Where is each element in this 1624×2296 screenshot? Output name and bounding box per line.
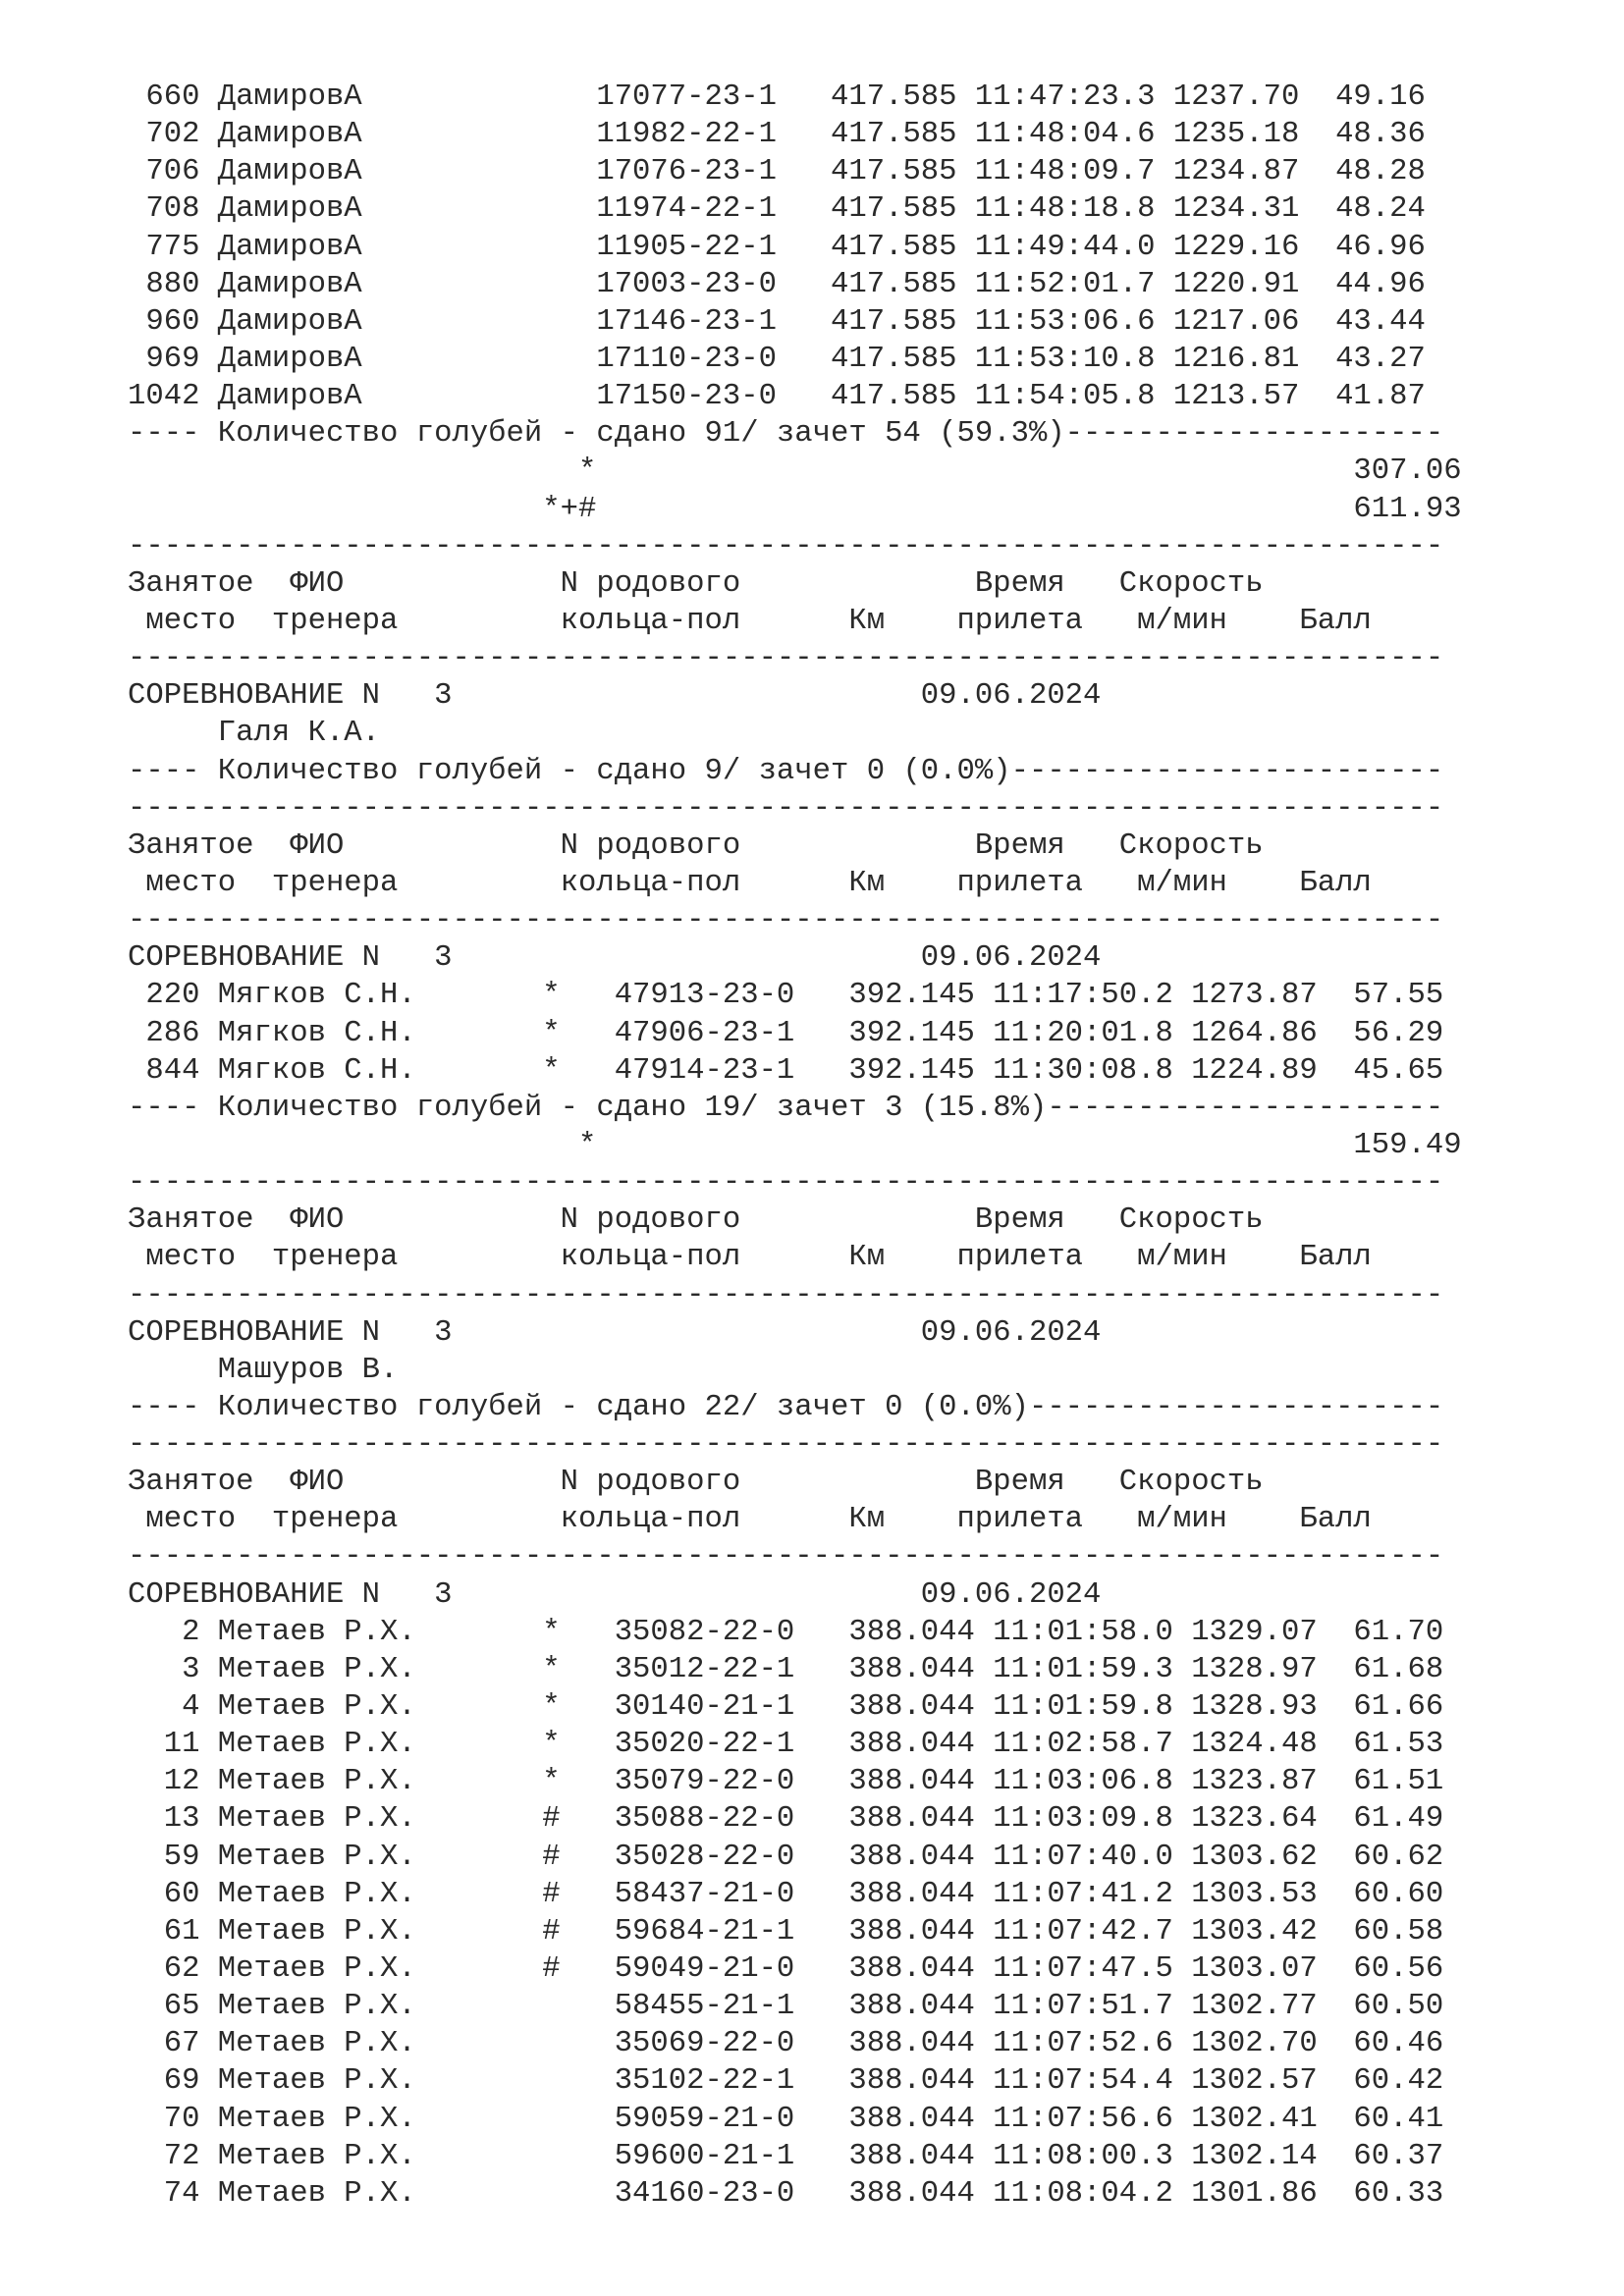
competition-header: СОРЕВНОВАНИЕ N 3 09.06.2024 xyxy=(128,1315,1102,1350)
column-header: место тренера кольца-пол Км прилета м/мин Балл xyxy=(128,604,1372,638)
result-row: 702 ДамировА 11982-22-1 417.585 11:48:04.6 1235.18 48.36 xyxy=(128,118,1426,152)
result-row: 4 Метаев Р.Х. * 30140-21-1 388.044 11:01:59.8 1328.93 61.66 xyxy=(128,1690,1444,1725)
result-row: 660 ДамировА 17077-23-1 417.585 11:47:23.3 1237.70 49.16 xyxy=(128,80,1426,114)
summary-line: ---- Количество голубей - сдано 91/ зачет 54 (59.3%)--------------------- xyxy=(128,417,1444,452)
competition-header: СОРЕВНОВАНИЕ N 3 09.06.2024 xyxy=(128,941,1102,976)
separator-line: ------------------------------------------------------------------------- xyxy=(128,1166,1444,1201)
result-row: 65 Метаев Р.Х. 58455-21-1 388.044 11:07:51.7 1302.77 60.50 xyxy=(128,1990,1444,2024)
result-row: 70 Метаев Р.Х. 59059-21-0 388.044 11:07:56.6 1302.41 60.41 xyxy=(128,2102,1444,2136)
results-document xyxy=(128,79,1462,2213)
result-row: 61 Метаев Р.Х. # 59684-21-1 388.044 11:07:42.7 1303.42 60.58 xyxy=(128,1914,1444,1949)
score-total: *+# 611.93 xyxy=(128,492,1462,526)
fancier-name: Галя К.А. xyxy=(128,717,381,751)
fancier-name: Машуров В. xyxy=(128,1353,399,1387)
result-row: 12 Метаев Р.Х. * 35079-22-0 388.044 11:03:06.8 1323.87 61.51 xyxy=(128,1765,1444,1799)
summary-line: ---- Количество голубей - сдано 19/ зачет 3 (15.8%)---------------------- xyxy=(128,1091,1444,1125)
result-row: 880 ДамировА 17003-23-0 417.585 11:52:01.7 1220.91 44.96 xyxy=(128,267,1426,301)
separator-line: ------------------------------------------------------------------------- xyxy=(128,529,1444,563)
competition-header: СОРЕВНОВАНИЕ N 3 09.06.2024 xyxy=(128,679,1102,714)
separator-line: ------------------------------------------------------------------------- xyxy=(128,642,1444,676)
result-row: 844 Мягков С.Н. * 47914-23-1 392.145 11:30:08.8 1224.89 45.65 xyxy=(128,1053,1444,1088)
score-total: * 307.06 xyxy=(128,454,1462,489)
competition-header: СОРЕВНОВАНИЕ N 3 09.06.2024 xyxy=(128,1577,1102,1612)
result-row: 286 Мягков С.Н. * 47906-23-1 392.145 11:20:01.8 1264.86 56.29 xyxy=(128,1016,1444,1050)
separator-line: ------------------------------------------------------------------------- xyxy=(128,1540,1444,1575)
result-row: 708 ДамировА 11974-22-1 417.585 11:48:18.8 1234.31 48.24 xyxy=(128,192,1426,227)
result-row: 2 Метаев Р.Х. * 35082-22-0 388.044 11:01:58.0 1329.07 61.70 xyxy=(128,1615,1444,1649)
result-row: 220 Мягков С.Н. * 47913-23-0 392.145 11:17:50.2 1273.87 57.55 xyxy=(128,979,1444,1013)
column-header: Занятое ФИО N родового Время Скорость xyxy=(128,566,1264,601)
result-row: 11 Метаев Р.Х. * 35020-22-1 388.044 11:02:58.7 1324.48 61.53 xyxy=(128,1728,1444,1762)
separator-line: ------------------------------------------------------------------------- xyxy=(128,904,1444,938)
result-row: 74 Метаев Р.Х. 34160-23-0 388.044 11:08:04.2 1301.86 60.33 xyxy=(128,2176,1444,2211)
column-header: Занятое ФИО N родового Время Скорость xyxy=(128,828,1264,863)
score-total: * 159.49 xyxy=(128,1128,1462,1162)
column-header: место тренера кольца-пол Км прилета м/мин Балл xyxy=(128,1503,1372,1537)
separator-line: ------------------------------------------------------------------------- xyxy=(128,1428,1444,1463)
summary-line: ---- Количество голубей - сдано 22/ зачет 0 (0.0%)----------------------- xyxy=(128,1390,1444,1424)
result-row: 969 ДамировА 17110-23-0 417.585 11:53:10.8 1216.81 43.27 xyxy=(128,342,1426,376)
separator-line: ------------------------------------------------------------------------- xyxy=(128,791,1444,826)
result-row: 706 ДамировА 17076-23-1 417.585 11:48:09.7 1234.87 48.28 xyxy=(128,155,1426,189)
result-row: 775 ДамировА 11905-22-1 417.585 11:49:44.0 1229.16 46.96 xyxy=(128,230,1426,264)
result-row: 69 Метаев Р.Х. 35102-22-1 388.044 11:07:54.4 1302.57 60.42 xyxy=(128,2064,1444,2099)
result-row: 13 Метаев Р.Х. # 35088-22-0 388.044 11:03:09.8 1323.64 61.49 xyxy=(128,1802,1444,1837)
result-row: 59 Метаев Р.Х. # 35028-22-0 388.044 11:07:40.0 1303.62 60.62 xyxy=(128,1840,1444,1874)
result-row: 67 Метаев Р.Х. 35069-22-0 388.044 11:07:52.6 1302.70 60.46 xyxy=(128,2027,1444,2061)
result-row: 3 Метаев Р.Х. * 35012-22-1 388.044 11:01:59.3 1328.97 61.68 xyxy=(128,1652,1444,1686)
result-row: 960 ДамировА 17146-23-1 417.585 11:53:06.6 1217.06 43.44 xyxy=(128,304,1426,339)
result-row: 72 Метаев Р.Х. 59600-21-1 388.044 11:08:00.3 1302.14 60.37 xyxy=(128,2139,1444,2173)
column-header: место тренера кольца-пол Км прилета м/мин Балл xyxy=(128,866,1372,900)
separator-line: ------------------------------------------------------------------------- xyxy=(128,1278,1444,1312)
result-row: 1042 ДамировА 17150-23-0 417.585 11:54:05.8 1213.57 41.87 xyxy=(128,380,1426,414)
summary-line: ---- Количество голубей - сдано 9/ зачет 0 (0.0%)------------------------ xyxy=(128,754,1444,788)
result-row: 62 Метаев Р.Х. # 59049-21-0 388.044 11:07:47.5 1303.07 60.56 xyxy=(128,1952,1444,1987)
column-header: Занятое ФИО N родового Время Скорость xyxy=(128,1466,1264,1500)
result-row: 60 Метаев Р.Х. # 58437-21-0 388.044 11:07:41.2 1303.53 60.60 xyxy=(128,1877,1444,1911)
column-header: место тренера кольца-пол Км прилета м/мин Балл xyxy=(128,1241,1372,1275)
column-header: Занятое ФИО N родового Время Скорость xyxy=(128,1203,1264,1238)
